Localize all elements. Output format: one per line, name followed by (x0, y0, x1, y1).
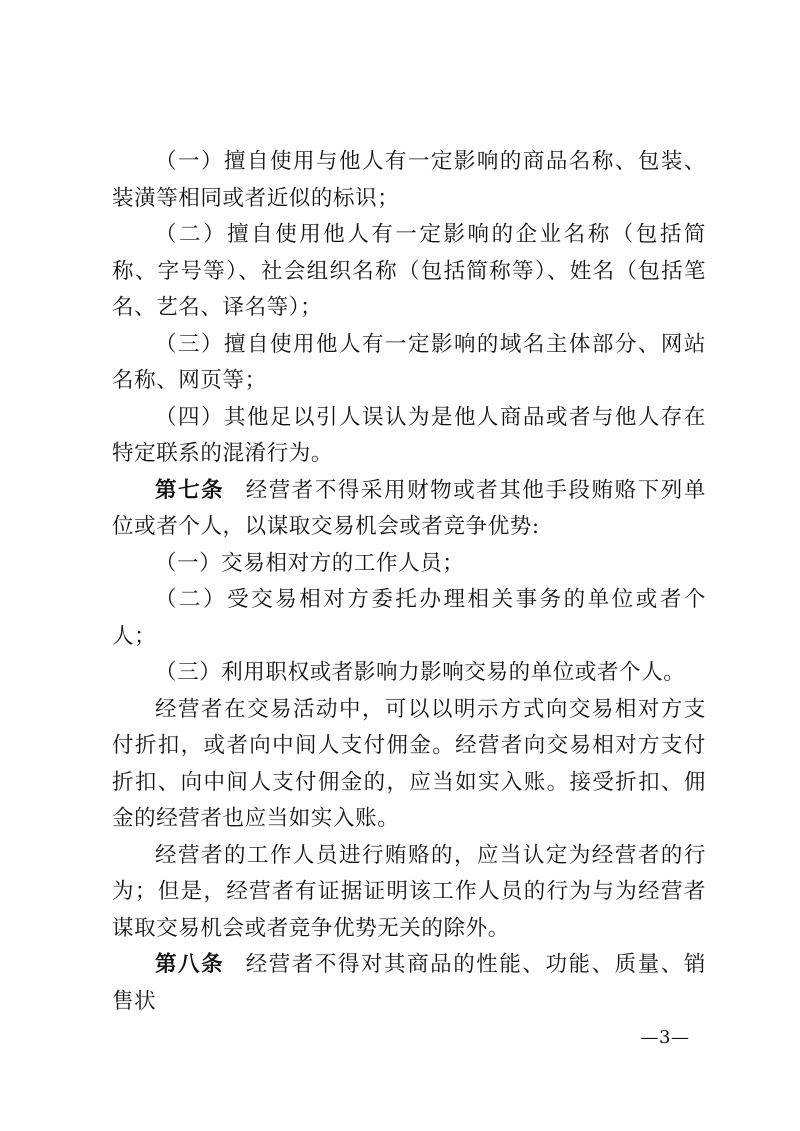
paragraph-text: （三）擅自使用他人有一定影响的域名主体部分、网站名称、网页等； (112, 331, 706, 393)
paragraph-text: （三）利用职权或者影响力影响交易的单位或者个人。 (155, 660, 686, 685)
paragraph-item-4 (112, 400, 706, 473)
article-heading: 第八条 (155, 952, 225, 977)
paragraph-item-2 (112, 217, 706, 327)
paragraph-text: （一）擅自使用与他人有一定影响的商品名称、包装、装潢等相同或者近似的标识； (112, 149, 706, 211)
paragraph-item-3 (112, 327, 706, 400)
paragraph-text-block-2 (112, 838, 706, 948)
paragraph-item-5 (112, 546, 706, 583)
paragraph-text: 经营者不得采用财物或者其他手段贿赂下列单位或者个人，以谋取交易机会或者竞争优势: (112, 477, 706, 539)
article-7-paragraph (112, 473, 706, 546)
paragraph-text-block-1 (112, 692, 706, 838)
article-8-paragraph (112, 947, 706, 1020)
paragraph-text: （二）擅自使用他人有一定影响的企业名称（包括简称、字号等）、社会组织名称（包括简称等）、姓名（包括笔名、艺名、译名等）； (112, 222, 706, 320)
paragraph-item-1 (112, 144, 706, 217)
article-heading: 第七条 (155, 477, 225, 503)
paragraph-text: （一）交易相对方的工作人员； (155, 550, 465, 576)
paragraph-item-7 (112, 655, 706, 692)
document-body (112, 144, 706, 1020)
paragraph-text: 经营者在交易活动中，可以以明示方式向交易相对方支付折扣，或者向中间人支付佣金。经营者向交易相对方支付折扣、向中间人支付佣金的，应当如实入账。接受折扣、佣金的经营者也应当如实入账。 (112, 696, 706, 831)
paragraph-text: 经营者不得对其商品的性能、功能、质量、销售状 (112, 952, 706, 1014)
paragraph-text: （二）受交易相对方委托办理相关事务的单位或者个人； (112, 587, 706, 649)
paragraph-item-6 (112, 582, 706, 655)
paragraph-text: （四）其他足以引人误认为是他人商品或者与他人存在特定联系的混淆行为。 (112, 404, 706, 466)
page-number: —3— (640, 1027, 690, 1048)
paragraph-text: 经营者的工作人员进行贿赂的，应当认定为经营者的行为；但是，经营者有证据证明该工作人员的行为与为经营者谋取交易机会或者竞争优势无关的除外。 (112, 842, 706, 941)
